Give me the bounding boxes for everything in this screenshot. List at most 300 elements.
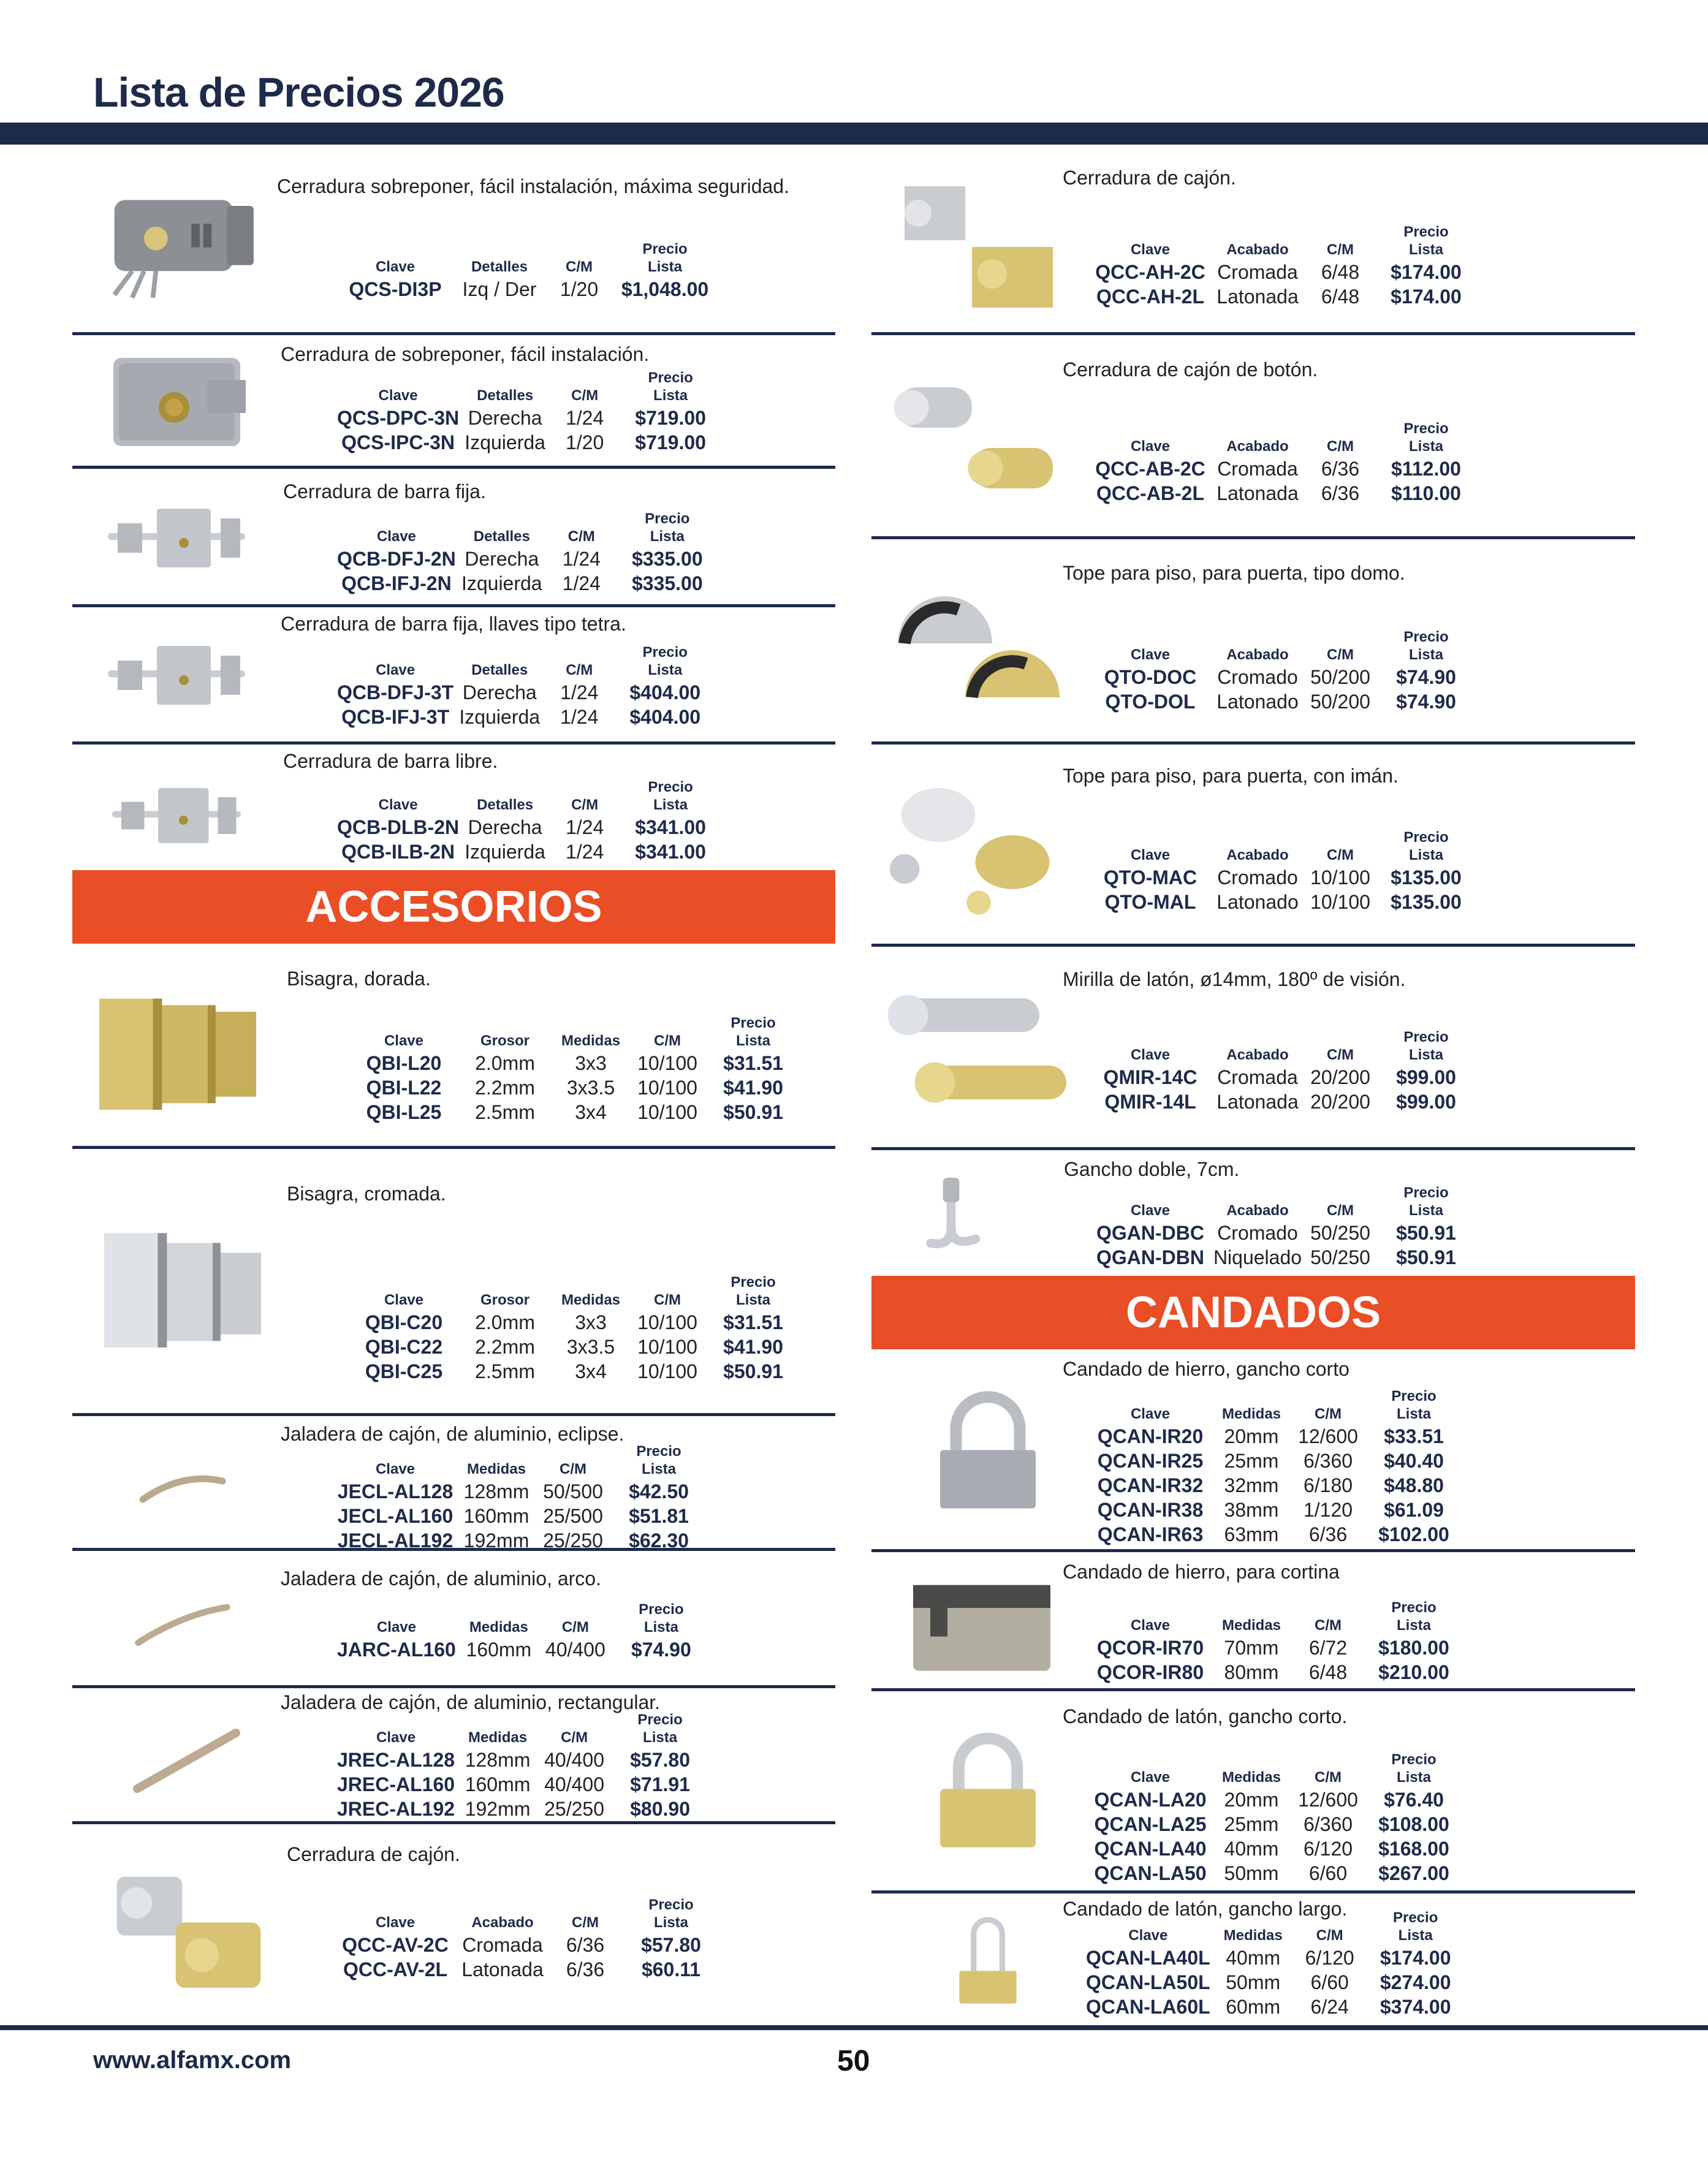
cell-clave: QCS-DPC-3N: [337, 407, 460, 429]
section-banner-candados: CANDADOS: [871, 1276, 1635, 1349]
column-header-cm: C/M: [1327, 646, 1354, 663]
product-image: [85, 626, 268, 724]
cell-acabado: Latonada: [461, 1958, 544, 1980]
column-header-clave: Clave: [376, 528, 416, 545]
product-description: Gancho doble, 7cm.: [1064, 1158, 1240, 1180]
product-block: [72, 471, 835, 607]
column-header-acabado: Acabado: [1226, 438, 1289, 455]
table-row: [1092, 1498, 1466, 1522]
product-description: Tope para piso, para puerta, tipo domo.: [1063, 562, 1405, 584]
column-header-precio: Precio Lista: [648, 779, 693, 813]
table-row: [337, 1933, 723, 1957]
product-description: Cerradura de cajón de botón.: [1063, 358, 1318, 381]
column-header-cm: C/M: [1315, 1406, 1342, 1422]
column-header-precio: Precio Lista: [1391, 1751, 1437, 1786]
column-header-cm: C/M: [1327, 438, 1354, 455]
cell-detalles: Izquierda: [465, 431, 545, 453]
cell-clave: QBI-C20: [365, 1311, 443, 1333]
column-header-clave: Clave: [1130, 1202, 1171, 1219]
cell-clave: JREC-AL192: [337, 1798, 455, 1820]
product-image: [896, 1567, 1068, 1683]
cell-clave: QTO-DOL: [1105, 691, 1196, 713]
cell-cm: 10/100: [1310, 866, 1370, 889]
cell-precio: $102.00: [1378, 1523, 1449, 1545]
column-header-clave: Clave: [384, 1292, 424, 1308]
column-header-precio: Precio Lista: [648, 1897, 694, 1931]
cell-medidas: 160mm: [465, 1773, 531, 1795]
cell-clave: QCB-IFJ-2N: [341, 572, 452, 594]
cell-precio: $335.00: [631, 572, 703, 594]
table-row: [1092, 665, 1478, 689]
table-row: [337, 705, 717, 729]
table-row: [1092, 1660, 1466, 1685]
cell-clave: QMIR-14L: [1104, 1091, 1196, 1113]
cell-clave: QCB-ILB-2N: [341, 841, 455, 863]
product-image: [878, 963, 1080, 1141]
cell-precio: $168.00: [1378, 1838, 1449, 1860]
cell-precio: $274.00: [1380, 1971, 1451, 1993]
column-header-clave: Clave: [375, 1461, 416, 1477]
cell-clave: QCB-DFJ-3T: [337, 681, 454, 703]
table-row: [1092, 481, 1478, 506]
cell-precio: $99.00: [1396, 1091, 1456, 1113]
cell-cm: 1/24: [565, 407, 604, 429]
table-row: [346, 1310, 805, 1335]
table-row: [1086, 1995, 1468, 2019]
price-table: [346, 1014, 805, 1124]
cell-clave: QCAN-IR63: [1097, 1523, 1204, 1545]
cell-acabado: Latonada: [1216, 1091, 1299, 1113]
column-header-medidas: Medidas: [561, 1033, 621, 1049]
column-header-cm: C/M: [1315, 1769, 1342, 1786]
cell-acabado: Cromada: [1217, 261, 1298, 283]
cell-cm: 50/200: [1310, 691, 1370, 713]
cell-precio: $135.00: [1391, 866, 1462, 889]
table-row: [1092, 689, 1478, 714]
cell-clave: QCAN-IR32: [1097, 1474, 1204, 1496]
cell-clave: JREC-AL160: [337, 1773, 455, 1795]
column-header-precio: Precio Lista: [639, 1601, 684, 1635]
cell-precio: $335.00: [631, 548, 703, 570]
column-header-cm: C/M: [654, 1033, 681, 1049]
table-row: [1092, 865, 1478, 890]
cell-precio: $135.00: [1391, 891, 1462, 913]
product-description: Bisagra, dorada.: [287, 968, 431, 990]
cell-clave: JECL-AL192: [337, 1529, 454, 1552]
cell-precio: $108.00: [1378, 1813, 1449, 1835]
cell-cm: 25/250: [544, 1798, 604, 1820]
column-header-detalles: Detalles: [471, 662, 528, 678]
cell-clave: QBI-C22: [365, 1336, 443, 1358]
table-row: [337, 547, 719, 571]
table-row: [337, 1504, 711, 1528]
column-header-clave: Clave: [1130, 1406, 1171, 1422]
cell-clave: QCAN-IR20: [1097, 1425, 1204, 1447]
column-header-acabado: Acabado: [471, 1914, 534, 1931]
product-description: Cerradura sobreponer, fácil instalación, máxima seguridad.: [277, 175, 789, 197]
cell-cm: 10/100: [637, 1077, 697, 1099]
cell-grosor: 2.0mm: [475, 1052, 535, 1074]
cell-medidas: 50mm: [1226, 1971, 1281, 1993]
column-header-medidas: Medidas: [466, 1461, 526, 1477]
column-header-grosor: Grosor: [480, 1033, 529, 1049]
cell-cm: 50/500: [543, 1480, 603, 1503]
price-table: [337, 369, 723, 455]
cell-grosor: 2.5mm: [475, 1101, 535, 1123]
cell-precio: $51.81: [629, 1505, 689, 1527]
product-block: [72, 336, 835, 469]
column-header-grosor: Grosor: [480, 1292, 529, 1308]
product-block: [72, 1151, 835, 1416]
price-table: [337, 240, 717, 301]
price-table: [337, 643, 717, 729]
cell-acabado: Cromado: [1217, 866, 1298, 889]
column-header-medidas: Medidas: [1221, 1617, 1281, 1634]
cell-clave: QBI-C25: [365, 1360, 443, 1382]
table-row: [337, 406, 723, 430]
column-header-cm: C/M: [560, 1461, 586, 1477]
cell-detalles: Izquierda: [465, 841, 545, 863]
table-row: [337, 815, 723, 840]
price-table: [1092, 1387, 1466, 1547]
cell-clave: QCAN-IR25: [1097, 1450, 1204, 1472]
table-row: [1086, 1946, 1468, 1970]
product-description: Cerradura de cajón.: [287, 1843, 460, 1865]
cell-clave: QGAN-DBC: [1096, 1222, 1204, 1244]
column-header-clave: Clave: [1130, 1769, 1171, 1786]
cell-precio: $71.91: [630, 1773, 690, 1795]
table-row: [1092, 1245, 1478, 1270]
column-header-acabado: Acabado: [1226, 847, 1289, 863]
column-header-clave: Clave: [1130, 1617, 1171, 1634]
column-header-clave: Clave: [1130, 241, 1171, 258]
cell-cm: 1/24: [562, 548, 601, 570]
cell-precio: $31.51: [723, 1311, 783, 1333]
table-row: [337, 1479, 711, 1504]
cell-clave: QCAN-LA40L: [1086, 1947, 1210, 1969]
cell-medidas: 192mm: [465, 1798, 531, 1820]
table-row: [337, 430, 723, 455]
price-table: [1092, 1028, 1478, 1114]
column-header-clave: Clave: [1130, 438, 1171, 455]
cell-precio: $1,048.00: [621, 278, 709, 300]
price-table: [1092, 223, 1478, 309]
cell-clave: QCB-IFJ-3T: [341, 706, 450, 728]
cell-cm: 6/36: [1321, 458, 1360, 480]
column-header-precio: Precio Lista: [642, 644, 688, 678]
cell-cm: 6/60: [1308, 1862, 1348, 1884]
column-header-cm: C/M: [571, 387, 599, 404]
column-header-precio: Precio Lista: [642, 241, 688, 275]
cell-clave: QCAN-LA20: [1094, 1789, 1207, 1811]
product-block: [72, 1419, 835, 1551]
cell-clave: QCC-AH-2C: [1095, 261, 1205, 283]
cell-cm: 6/180: [1303, 1474, 1353, 1496]
cell-cm: 6/36: [1308, 1523, 1348, 1545]
cell-precio: $50.91: [723, 1101, 783, 1123]
cell-medidas: 63mm: [1224, 1523, 1279, 1545]
product-description: Candado de latón, gancho largo.: [1063, 1898, 1348, 1920]
cell-precio: $33.51: [1384, 1425, 1444, 1447]
product-image: [908, 1366, 1068, 1544]
column-header-clave: Clave: [384, 1033, 424, 1049]
cell-precio: $341.00: [635, 841, 706, 863]
cell-medidas: 160mm: [463, 1505, 529, 1527]
price-table: [337, 510, 719, 596]
product-image: [878, 555, 1080, 732]
cell-clave: QCB-DLB-2N: [337, 816, 460, 838]
column-header-precio: Precio Lista: [1392, 1909, 1438, 1944]
cell-cm: 6/24: [1310, 1996, 1349, 2018]
product-image: [97, 1716, 281, 1802]
table-row: [1092, 1861, 1466, 1886]
cell-clave: QCC-AV-2C: [342, 1934, 449, 1956]
cell-medidas: 40mm: [1224, 1838, 1279, 1860]
cell-medidas: 3x4: [575, 1101, 607, 1123]
column-header-clave: Clave: [375, 259, 416, 275]
table-row: [346, 1075, 805, 1100]
column-header-medidas: Medidas: [561, 1292, 621, 1308]
cell-medidas: 128mm: [463, 1480, 529, 1503]
cell-precio: $48.80: [1384, 1474, 1444, 1496]
column-header-medidas: Medidas: [1221, 1769, 1281, 1786]
table-row: [1092, 1065, 1478, 1090]
column-header-precio: Precio Lista: [1403, 629, 1449, 663]
cell-cm: 10/100: [1310, 891, 1370, 913]
cell-medidas: 25mm: [1224, 1450, 1279, 1472]
table-row: [337, 1957, 723, 1982]
column-header-cm: C/M: [1315, 1617, 1342, 1634]
column-header-clave: Clave: [1130, 1047, 1171, 1063]
cell-precio: $57.80: [641, 1934, 701, 1956]
column-header-cm: C/M: [1327, 1202, 1354, 1219]
cell-cm: 6/48: [1321, 286, 1360, 308]
price-table: [1092, 1184, 1478, 1270]
product-block: [871, 1693, 1635, 1893]
cell-cm: 25/250: [543, 1529, 603, 1552]
cell-cm: 1/24: [565, 816, 604, 838]
price-table: [337, 1896, 723, 1982]
cell-clave: QCAN-LA40: [1094, 1838, 1207, 1860]
price-table: [1092, 1751, 1466, 1886]
cell-medidas: 32mm: [1224, 1474, 1279, 1496]
cell-detalles: Derecha: [465, 548, 539, 570]
cell-cm: 1/120: [1303, 1499, 1353, 1521]
table-row: [346, 1051, 805, 1075]
cell-cm: 6/120: [1305, 1947, 1354, 1969]
table-row: [337, 571, 719, 596]
cell-precio: $76.40: [1384, 1789, 1444, 1811]
table-row: [1092, 1090, 1478, 1114]
cell-precio: $42.50: [629, 1480, 689, 1503]
product-description: Jaladera de cajón, de aluminio, rectangular.: [281, 1691, 661, 1713]
cell-precio: $57.80: [630, 1749, 690, 1771]
page-number: 50: [837, 2045, 870, 2077]
product-description: Mirilla de latón, ø14mm, 180º de visión.: [1063, 968, 1406, 990]
product-image: [927, 1903, 1049, 2023]
product-block: [72, 1691, 835, 1824]
table-row: [1092, 1635, 1466, 1660]
cell-medidas: 160mm: [466, 1639, 532, 1661]
price-table: [337, 778, 723, 864]
product-block: [72, 161, 835, 335]
product-image: [878, 760, 1080, 938]
cell-precio: $180.00: [1378, 1637, 1449, 1659]
product-description: Tope para piso, para puerta, con imán.: [1063, 765, 1399, 787]
product-description: Candado de hierro, para cortina: [1063, 1561, 1340, 1583]
table-row: [337, 1772, 712, 1797]
table-row: [1092, 284, 1478, 309]
cell-precio: $41.90: [723, 1336, 783, 1358]
cell-cm: 10/100: [637, 1360, 697, 1382]
column-header-precio: Precio Lista: [1391, 1599, 1437, 1634]
cell-cm: 1/20: [565, 431, 604, 453]
cell-clave: JREC-AL128: [337, 1749, 455, 1771]
cell-medidas: 80mm: [1224, 1661, 1279, 1683]
column-header-clave: Clave: [376, 1619, 416, 1635]
cell-cm: 10/100: [637, 1052, 697, 1074]
product-block: [72, 1827, 835, 2022]
cell-medidas: 3x3.5: [566, 1336, 615, 1358]
product-image: [91, 1586, 275, 1657]
cell-precio: $341.00: [635, 816, 706, 838]
cell-precio: $174.00: [1380, 1947, 1451, 1969]
cell-acabado: Cromada: [462, 1934, 543, 1956]
table-row: [1086, 1970, 1468, 1995]
cell-grosor: 2.2mm: [475, 1077, 535, 1099]
product-description: Jaladera de cajón, de aluminio, eclipse.: [281, 1423, 624, 1445]
cell-precio: $99.00: [1396, 1066, 1456, 1088]
cell-acabado: Latonado: [1216, 891, 1299, 913]
column-header-precio: Precio Lista: [1391, 1388, 1437, 1422]
column-header-cm: C/M: [566, 662, 593, 678]
cell-precio: $41.90: [723, 1077, 783, 1099]
product-description: Cerradura de barra fija.: [283, 480, 486, 502]
cell-cm: 6/48: [1321, 261, 1360, 283]
column-header-cm: C/M: [1327, 847, 1354, 863]
table-row: [337, 1637, 713, 1662]
cell-cm: 6/36: [566, 1934, 605, 1956]
cell-medidas: 38mm: [1224, 1499, 1279, 1521]
column-header-cm: C/M: [1327, 1047, 1354, 1063]
column-header-clave: Clave: [376, 662, 416, 678]
cell-medidas: 3x3.5: [566, 1077, 615, 1099]
product-description: Cerradura de cajón.: [1063, 167, 1236, 189]
cell-cm: 50/250: [1310, 1246, 1370, 1268]
cell-acabado: Latonada: [1216, 286, 1299, 308]
cell-cm: 12/600: [1298, 1425, 1358, 1447]
cell-cm: 50/250: [1310, 1222, 1370, 1244]
cell-medidas: 3x3: [575, 1311, 607, 1333]
cell-cm: 1/24: [565, 841, 604, 863]
product-image: [80, 959, 276, 1143]
cell-precio: $60.11: [641, 1958, 701, 1980]
product-description: Cerradura de sobreponer, fácil instalación.: [281, 343, 650, 365]
cell-clave: QCC-AB-2L: [1096, 482, 1204, 504]
cell-cm: 40/400: [545, 1639, 605, 1661]
table-row: [1092, 1522, 1466, 1547]
table-row: [346, 1359, 805, 1384]
cell-cm: 1/20: [560, 278, 599, 300]
column-header-precio: Precio Lista: [731, 1015, 776, 1049]
cell-cm: 6/72: [1308, 1637, 1348, 1659]
column-header-cm: C/M: [572, 1914, 599, 1931]
cell-acabado: Cromada: [1217, 1066, 1298, 1088]
cell-precio: $404.00: [629, 706, 701, 728]
cell-cm: 20/200: [1310, 1091, 1370, 1113]
cell-cm: 6/360: [1303, 1450, 1353, 1472]
cell-acabado: Latonada: [1216, 482, 1299, 504]
product-block: [72, 745, 835, 868]
column-header-clave: Clave: [376, 1729, 416, 1746]
cell-detalles: Derecha: [468, 407, 542, 429]
column-header-precio: Precio Lista: [1403, 1029, 1449, 1063]
product-image: [878, 167, 1080, 327]
column-header-detalles: Detalles: [477, 387, 534, 404]
cell-precio: $267.00: [1378, 1862, 1449, 1884]
column-header-cm: C/M: [1316, 1927, 1343, 1944]
cell-cm: 6/36: [566, 1958, 605, 1980]
cell-medidas: 50mm: [1224, 1862, 1279, 1884]
cell-clave: QCS-IPC-3N: [341, 431, 455, 453]
cell-precio: $174.00: [1391, 261, 1462, 283]
cell-medidas: 3x4: [575, 1360, 607, 1382]
cell-medidas: 128mm: [465, 1749, 531, 1771]
product-image: [91, 1454, 275, 1515]
cell-acabado: Niquelado: [1213, 1246, 1302, 1268]
cell-acabado: Cromada: [1217, 458, 1298, 480]
column-header-acabado: Acabado: [1226, 1047, 1289, 1063]
cell-medidas: 20mm: [1224, 1425, 1279, 1447]
product-description: Jaladera de cajón, de aluminio, arco.: [281, 1567, 601, 1590]
cell-clave: QCC-AB-2C: [1095, 458, 1205, 480]
cell-clave: JECL-AL128: [337, 1480, 454, 1503]
cell-clave: QMIR-14C: [1103, 1066, 1197, 1088]
product-image: [85, 1175, 281, 1402]
cell-cm: 1/24: [560, 681, 599, 703]
column-header-detalles: Detalles: [471, 259, 528, 275]
table-row: [337, 1748, 712, 1772]
footer-url[interactable]: www.alfamx.com: [93, 2047, 292, 2074]
column-header-cm: C/M: [654, 1292, 681, 1308]
cell-cm: 6/360: [1303, 1813, 1353, 1835]
cell-precio: $210.00: [1378, 1661, 1449, 1683]
cell-clave: QCB-DFJ-2N: [337, 548, 456, 570]
cell-detalles: Izquierda: [459, 706, 541, 728]
cell-detalles: Derecha: [468, 816, 542, 838]
cell-precio: $74.90: [1396, 691, 1456, 713]
table-row: [1092, 1473, 1466, 1498]
cell-clave: QCAN-LA50L: [1086, 1971, 1210, 1993]
table-row: [1092, 1221, 1478, 1245]
cell-medidas: 192mm: [463, 1529, 529, 1552]
cell-cm: 6/48: [1308, 1661, 1348, 1683]
price-table: [1092, 628, 1478, 714]
column-header-cm: C/M: [1327, 241, 1354, 258]
table-row: [337, 1528, 711, 1553]
cell-clave: QCAN-LA60L: [1086, 1996, 1210, 2018]
cell-precio: $40.40: [1384, 1450, 1444, 1472]
cell-medidas: 25mm: [1224, 1813, 1279, 1835]
product-block: [72, 953, 835, 1149]
cell-precio: $110.00: [1391, 482, 1461, 504]
column-header-precio: Precio Lista: [731, 1274, 776, 1308]
column-header-precio: Precio Lista: [645, 510, 690, 545]
cell-medidas: 60mm: [1226, 1996, 1281, 2018]
cell-precio: $31.51: [723, 1052, 783, 1074]
column-header-cm: C/M: [561, 1619, 589, 1635]
column-header-acabado: Acabado: [1226, 646, 1289, 663]
